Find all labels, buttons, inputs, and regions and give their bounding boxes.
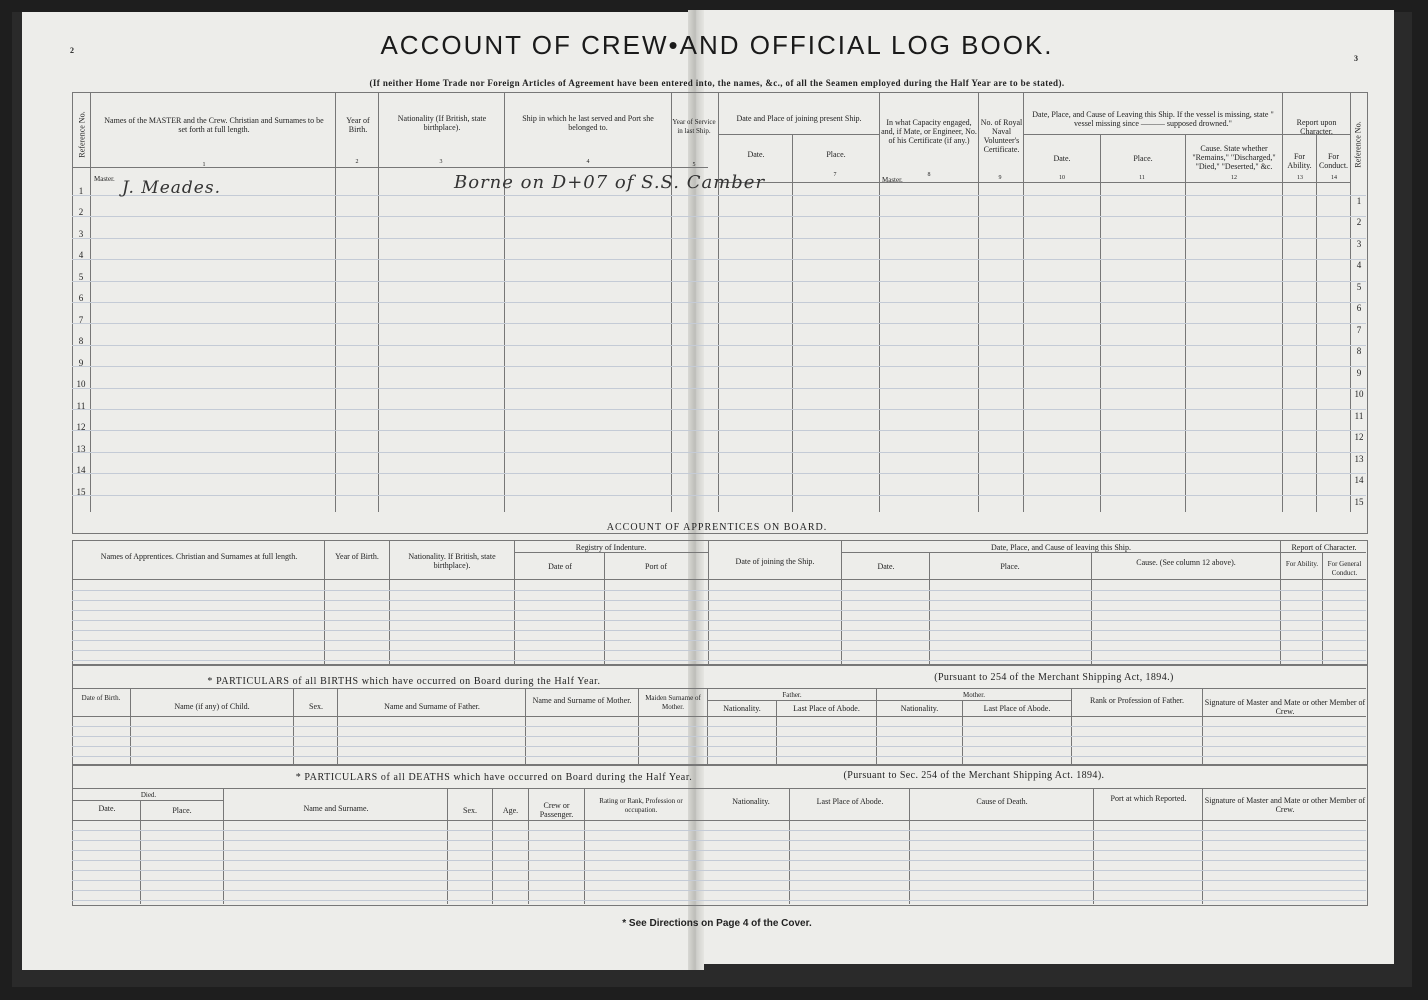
deaths-vline — [1202, 788, 1203, 904]
row-number: 11 — [1354, 411, 1364, 421]
deaths-header-bottom — [72, 820, 1366, 821]
ruled-line — [72, 660, 1366, 661]
crew-col-ability: For Ability. — [1287, 152, 1312, 170]
ruled-line — [72, 409, 1366, 410]
crew-col-cause: Cause. State whether "Remains," "Discharged," "Died," "Deserted," &c. — [1192, 144, 1276, 171]
apprentices-vline — [708, 540, 709, 664]
crew-col-conduct: For Conduct. — [1318, 152, 1349, 170]
deaths-col-abode: Last Place of Abode. — [816, 797, 884, 806]
deaths-col-nationality: Nationality. — [732, 797, 770, 806]
right-page-number: 3 — [1354, 54, 1358, 63]
crew-ref-header-left: Reference No. — [77, 111, 87, 158]
ruled-line — [72, 736, 1366, 737]
ruled-line — [72, 726, 1366, 727]
ruled-line — [72, 880, 1366, 881]
births-col-father-abode: Last Place of Abode. — [793, 704, 860, 713]
ruled-line — [72, 473, 1366, 474]
ruled-line — [72, 870, 1366, 871]
row-number: 5 — [1356, 282, 1362, 292]
ruled-line — [72, 238, 1366, 239]
row-number: 2 — [1356, 217, 1362, 227]
deaths-vline — [789, 788, 790, 904]
master-label: Master. — [94, 175, 115, 183]
row-number: 10 — [1354, 389, 1364, 399]
deaths-title: * PARTICULARS of all DEATHS which have occurred on Board during the Half Year. — [295, 772, 693, 783]
births-col-maiden: Maiden Surname of Mother. — [645, 694, 701, 711]
col-number: 13 — [1297, 175, 1303, 181]
ruled-line — [72, 259, 1366, 260]
col-number: 2 — [355, 159, 359, 165]
apprentices-col-place: Place. — [1000, 562, 1020, 571]
row-number: 11 — [76, 401, 86, 411]
col-number: 9 — [998, 175, 1002, 181]
master-name-handwriting: J. Meades. — [122, 178, 221, 198]
col-number: 3 — [439, 159, 443, 165]
deaths-col-port: Port at which Reported. — [1110, 794, 1187, 803]
col-number: 12 — [1231, 175, 1237, 181]
crew-col-joining: Date and Place of joining present Ship. — [736, 114, 862, 123]
crew-col-leave-place: Place. — [1133, 154, 1153, 163]
births-col-sex: Sex. — [309, 702, 323, 711]
deaths-col-died: Died. — [140, 791, 157, 799]
ruled-line — [72, 746, 1366, 747]
deaths-col-place: Place. — [172, 806, 192, 815]
ruled-line — [72, 640, 1366, 641]
ruled-line — [72, 620, 1366, 621]
apprentices-col-conduct: For General Conduct. — [1327, 560, 1362, 577]
births-col-mother-name: Name and Surname of Mother. — [532, 696, 632, 705]
crew-col-nationality: Nationality (If British, state birthplace). — [397, 114, 487, 132]
apprentices-vline — [514, 540, 515, 664]
ruled-line — [72, 610, 1366, 611]
row-number: 5 — [78, 272, 84, 282]
ruled-line — [72, 388, 1366, 389]
master-label-right: Master. — [882, 176, 903, 184]
ruled-line — [72, 452, 1366, 453]
row-number: 3 — [78, 229, 84, 239]
ruled-line — [72, 850, 1366, 851]
row-number: 1 — [1356, 196, 1362, 206]
crew-col-join-place: Place. — [826, 150, 846, 159]
crew-col-capacity: In what Capacity engaged, and, if Mate, or Engineer, No. of his Certificate (if any.) — [881, 118, 977, 145]
ruled-line — [72, 281, 1366, 282]
apprentices-vline — [929, 552, 930, 664]
row-number: 13 — [1354, 454, 1364, 464]
crew-col-join-date: Date. — [747, 150, 765, 159]
apprentices-col-date-of: Date of — [548, 562, 572, 571]
crew-ref-header-right: Reference No. — [1353, 121, 1363, 168]
births-col-father-nationality: Nationality. — [723, 704, 761, 713]
footer-note: * See Directions on Page 4 of the Cover. — [622, 918, 812, 929]
deaths-act: (Pursuant to Sec. 254 of the Merchant Shipping Act. 1894). — [843, 770, 1105, 781]
ruled-line — [72, 860, 1366, 861]
row-number: 12 — [76, 422, 86, 432]
births-header-top — [72, 688, 1366, 689]
ruled-line — [72, 900, 1366, 901]
crew-col-names: Names of the MASTER and the Crew. Christian and Surnames to be set forth at full length. — [104, 116, 324, 134]
row-number: 2 — [78, 207, 84, 217]
apprentices-col-report: Report of Character. — [1291, 543, 1357, 552]
apprentices-col-ability: For Ability. — [1285, 560, 1319, 568]
ruled-line — [72, 323, 1366, 324]
col-number: 4 — [586, 159, 590, 165]
page-title: ACCOUNT OF CREW•AND OFFICIAL LOG BOOK. — [380, 30, 1054, 60]
crew-header-bottom-left — [72, 167, 708, 168]
col-number: 5 — [692, 162, 696, 168]
row-number: 4 — [78, 250, 84, 260]
apprentices-col-port-of: Port of — [645, 562, 667, 571]
page-subtitle: (If neither Home Trade nor Foreign Articles of Agreement have been entered into, the names, &c., of all the Seamen employed during the Half Year are to be stated). — [369, 78, 1065, 88]
row-number: 8 — [1356, 346, 1362, 356]
deaths-vline — [140, 800, 141, 904]
apprentices-col-cause: Cause. (See column 12 above). — [1136, 558, 1236, 567]
ruled-line — [72, 195, 1366, 196]
row-number: 1 — [78, 186, 84, 196]
row-number: 15 — [1354, 497, 1364, 507]
row-number: 4 — [1356, 260, 1362, 270]
ruled-line — [72, 366, 1366, 367]
row-number: 7 — [78, 315, 84, 325]
crew-col-leave-date: Date. — [1053, 154, 1071, 163]
deaths-col-rating: Rating or Rank, Profession or occupation. — [599, 797, 683, 814]
ruled-line — [72, 650, 1366, 651]
crew-col-report: Report upon Character. — [1296, 118, 1337, 136]
births-col-mother-nationality: Nationality. — [900, 704, 939, 713]
col-number: 7 — [833, 172, 837, 178]
apprentices-vline — [1280, 540, 1281, 664]
deaths-header-top — [72, 788, 1366, 789]
crew-subheader-line — [718, 134, 879, 135]
apprentices-vline — [604, 552, 605, 664]
crew-col-leaving: Date, Place, and Cause of Leaving this Ship. If the vessel is missing, state " vessel missing since ——— supposed drowned." — [1032, 110, 1274, 128]
births-col-father: Father. — [782, 691, 802, 699]
crew-col-last-ship: Ship in which he last served and Port she belonged to. — [522, 114, 654, 132]
row-number: 6 — [1356, 303, 1362, 313]
apprentices-subheader-line — [841, 552, 1366, 553]
deaths-subheader-line — [72, 800, 223, 801]
ruled-line — [72, 630, 1366, 631]
apprentices-vline — [324, 540, 325, 664]
deaths-col-age: Age. — [502, 806, 519, 815]
row-number: 7 — [1356, 325, 1362, 335]
crew-col-year: Year of Birth. — [346, 116, 370, 134]
apprentices-col-date: Date. — [877, 562, 895, 571]
births-col-date: Date of Birth. — [81, 694, 121, 702]
left-page-number: 2 — [70, 46, 74, 55]
apprentices-col-leaving: Date, Place, and Cause of leaving this Ship. — [991, 543, 1131, 552]
ruled-line — [72, 590, 1366, 591]
deaths-vline — [909, 788, 910, 904]
deaths-vline — [584, 788, 585, 904]
ruled-line — [72, 830, 1366, 831]
births-col-mother-abode: Last Place of Abode. — [983, 704, 1051, 713]
row-number: 9 — [78, 358, 84, 368]
births-subheader-line — [707, 700, 1071, 701]
births-col-rank: Rank or Profession of Father. — [1090, 696, 1184, 705]
row-number: 14 — [76, 465, 86, 475]
apprentices-col-registry: Registry of Indenture. — [575, 543, 647, 552]
col-number: 11 — [1139, 175, 1145, 181]
apprentices-col-names: Names of Apprentices. Christian and Surnames at full length. — [100, 552, 298, 561]
col-number: 10 — [1059, 175, 1065, 181]
row-number: 12 — [1354, 432, 1364, 442]
row-number: 15 — [76, 487, 86, 497]
row-number: 10 — [76, 379, 86, 389]
col-number: 14 — [1331, 175, 1337, 181]
crew-subheader-line — [1023, 134, 1282, 135]
apprentices-vline — [389, 540, 390, 664]
births-act: (Pursuant to 254 of the Merchant Shipping Act, 1894.) — [934, 672, 1174, 683]
apprentices-col-joining: Date of joining the Ship. — [735, 557, 815, 566]
ruled-line — [72, 345, 1366, 346]
crew-col-years-service: Year of Service in last Ship. — [672, 118, 716, 135]
ruled-line — [72, 302, 1366, 303]
master-ship-handwriting: Borne on D+07 of S.S. Camber — [454, 172, 766, 193]
apprentices-header-bottom — [72, 579, 1366, 580]
deaths-col-signature: Signature of Master and Mate or other Member of Crew. — [1204, 796, 1366, 814]
apprentices-col-year: Year of Birth. — [335, 552, 379, 561]
deaths-col-crew: Crew or Passenger. — [539, 801, 574, 819]
deaths-col-cause: Cause of Death. — [976, 797, 1028, 806]
births-col-mother: Mother. — [963, 691, 985, 699]
row-number: 6 — [78, 293, 84, 303]
row-number: 9 — [1356, 368, 1362, 378]
ruled-line — [72, 890, 1366, 891]
crew-header-bottom-right — [718, 182, 1350, 183]
deaths-col-sex: Sex. — [463, 806, 477, 815]
births-title: * PARTICULARS of all BIRTHS which have occurred on Board during the Half Year. — [207, 676, 601, 687]
row-number: 8 — [78, 336, 84, 346]
births-col-name: Name (if any) of Child. — [174, 702, 250, 711]
deaths-table — [72, 764, 1368, 906]
apprentices-subheader-line — [514, 552, 708, 553]
ruled-line — [72, 840, 1366, 841]
ruled-line — [72, 756, 1366, 757]
row-number: 13 — [76, 444, 86, 454]
apprentices-title: ACCOUNT OF APPRENTICES ON BOARD. — [606, 522, 828, 533]
ruled-line — [72, 430, 1366, 431]
deaths-vline — [223, 788, 224, 904]
deaths-col-name: Name and Surname. — [303, 804, 369, 813]
form-spread — [34, 12, 1400, 972]
apprentices-vline — [1091, 552, 1092, 664]
deaths-vline — [1093, 788, 1094, 904]
births-col-father-name: Name and Surname of Father. — [384, 702, 480, 711]
col-number: 1 — [202, 162, 206, 168]
births-col-signature: Signature of Master and Mate or other Member of Crew. — [1204, 698, 1366, 716]
ruled-line — [72, 495, 1366, 496]
ruled-line — [72, 216, 1366, 217]
col-number: 8 — [927, 172, 931, 178]
births-header-bottom — [72, 716, 1366, 717]
row-number: 3 — [1356, 239, 1362, 249]
row-number: 14 — [1354, 475, 1364, 485]
deaths-col-date: Date. — [98, 804, 116, 813]
apprentices-vline — [841, 540, 842, 664]
crew-col-rnv: No. of Royal Naval Volunteer's Certificate. — [980, 118, 1023, 154]
ruled-line — [72, 600, 1366, 601]
apprentices-col-nationality: Nationality. If British, state birthplace). — [408, 552, 496, 570]
